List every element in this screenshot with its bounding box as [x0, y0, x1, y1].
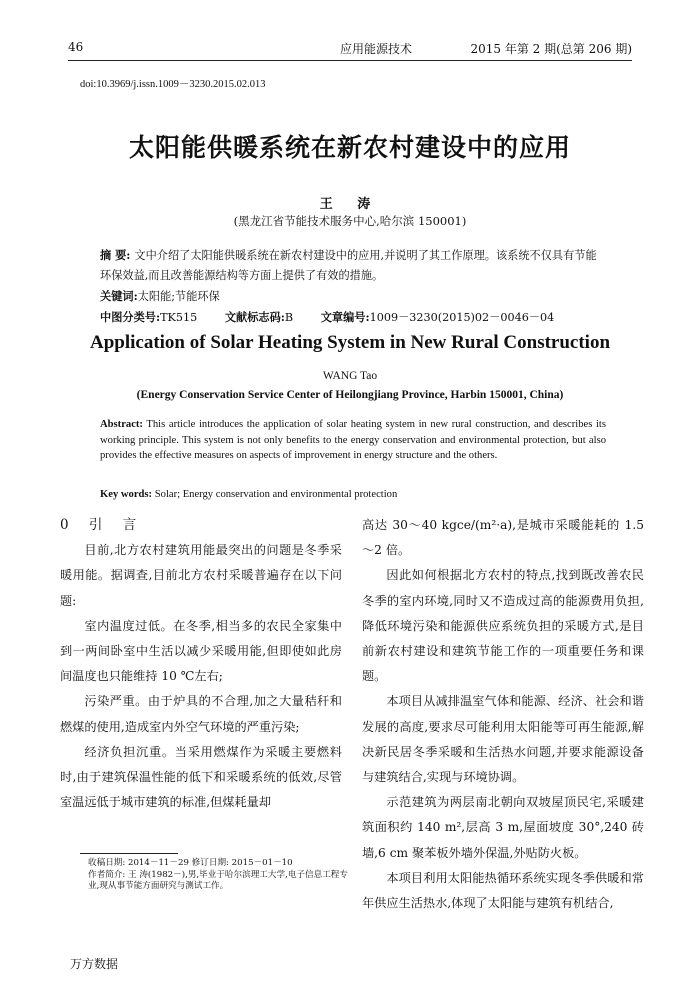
abstract-en-label: Abstract:: [100, 419, 143, 430]
keywords-en-text: Solar; Energy conservation and environmental protection: [154, 489, 398, 500]
paragraph: 因此如何根据北方农村的特点,找到既改善农民冬季的室内环境,同时又不造成过高的能源费用负担,降低环境污染和能源供应系统负担的采暖方式,是目前新农村建设和建筑节能工作的一项重要任务和课题。: [362, 568, 644, 684]
keywords-label: 关键词:: [100, 289, 138, 303]
issue-info: 2015 年第 2 期(总第 206 期): [470, 42, 632, 56]
abstract-chinese-block: [100, 245, 606, 328]
page-number: 46: [68, 40, 84, 54]
keywords-text: 太阳能;节能环保: [137, 290, 220, 303]
header-rule: [68, 60, 632, 61]
journal-name: 应用能源技术: [340, 42, 413, 56]
affiliation-english: (Energy Conservation Service Center of Heilongjiang Province, Harbin 150001, China): [136, 389, 564, 401]
received-date: 收稿日期: 2014－11－29 修订日期: 2015－01－10: [88, 858, 293, 868]
abstract-label: 摘 要:: [100, 248, 131, 262]
paragraph: 经济负担沉重。当采用燃煤作为采暖主要燃料时,由于建筑保温性能的低下和采暖系统的低效,尽管室温远低于城市建筑的标准,但煤耗量却: [60, 744, 342, 810]
clc-field: 中图分类号:TK515: [100, 310, 198, 324]
paragraph: 本项目从减排温室气体和能源、经济、社会和谐发展的高度,要求尽可能利用太阳能等可再生能源,解决新民居冬季采暖和生活热水问题,并要求能源设备与建筑结合,实现与环境协调。: [362, 694, 644, 785]
affiliation-chinese: (黑龙江省节能技术服务中心,哈尔滨 150001): [233, 214, 467, 228]
abstract-en-text: This article introduces the application of solar heating system in new rural construction, and describes its working principle. This system is not only benefits to the energy conservation and environmental protection, but also provides the effective measures on aspects of improvement in energy structure and the others.: [100, 419, 606, 461]
classification-line: [100, 307, 606, 328]
footnote-rule: [80, 853, 178, 854]
paragraph: 示范建筑为两层南北朝向双坡屋顶民宅,采暖建筑面积约 140 m²,层高 3 m,屋面坡度 30°,240 砖墙,6 cm 聚苯板外墙外保温,外贴防火板。: [362, 795, 644, 860]
running-header: [68, 40, 632, 58]
title-chinese: 太阳能供暖系统在新农村建设中的应用: [128, 133, 571, 162]
watermark: 万方数据: [70, 957, 119, 971]
doi: doi:10.3969/j.issn.1009－3230.2015.02.013: [80, 79, 266, 90]
paragraph: 本项目利用太阳能热循环系统实现冬季供暖和常年供应生活热水,体现了太阳能与建筑有机结合,: [362, 870, 644, 911]
paragraph: 高达 30～40 kgce/(m²·a),是城市采暖能耗的 1.5～2 倍。: [362, 518, 644, 558]
paragraph: 污染严重。由于炉具的不合理,加之大量秸秆和燃煤的使用,造成室内外空气环境的严重污染;: [60, 694, 342, 734]
abstract-english: [100, 417, 606, 464]
paragraph: 目前,北方农村建筑用能最突出的问题是冬季采暖用能。据调查,目前北方农村采暖普遍存在以下问题:: [60, 543, 342, 608]
title-english: Application of Solar Heating System in New Rural Construction: [89, 332, 611, 353]
keywords-en-label: Key words:: [100, 489, 153, 500]
author-chinese: 王 涛: [319, 197, 381, 212]
keywords-chinese: [100, 286, 606, 307]
keywords-english: [100, 489, 606, 500]
footnote: [88, 858, 348, 893]
abstract-text: 文中介绍了太阳能供暖系统在新农村建设中的应用,并说明了其工作原理。该系统不仅具有节能环保效益,而且改善能源结构等方面上提供了有效的措施。: [100, 249, 597, 282]
left-column: [60, 513, 342, 815]
right-column: [362, 513, 644, 916]
article-no-field: 文章编号:1009－3230(2015)02－0046－04: [320, 310, 555, 324]
abstract-chinese: [100, 245, 606, 286]
section-heading: 0 引 言: [60, 517, 145, 533]
author-english: WANG Tao: [322, 370, 378, 382]
author-bio: 作者简介: 王 涛(1982－),男,毕业于哈尔滨理工大学,电子信息工程专业,现从事节能方面研究与测试工作。: [88, 869, 348, 891]
doc-code-field: 文献标志码:B: [224, 310, 294, 324]
paragraph: 室内温度过低。在冬季,相当多的农民全家集中到一两间卧室中生活以减少采暖用能,但即使如此房间温度也只能维持 10 ℃左右;: [60, 618, 342, 684]
